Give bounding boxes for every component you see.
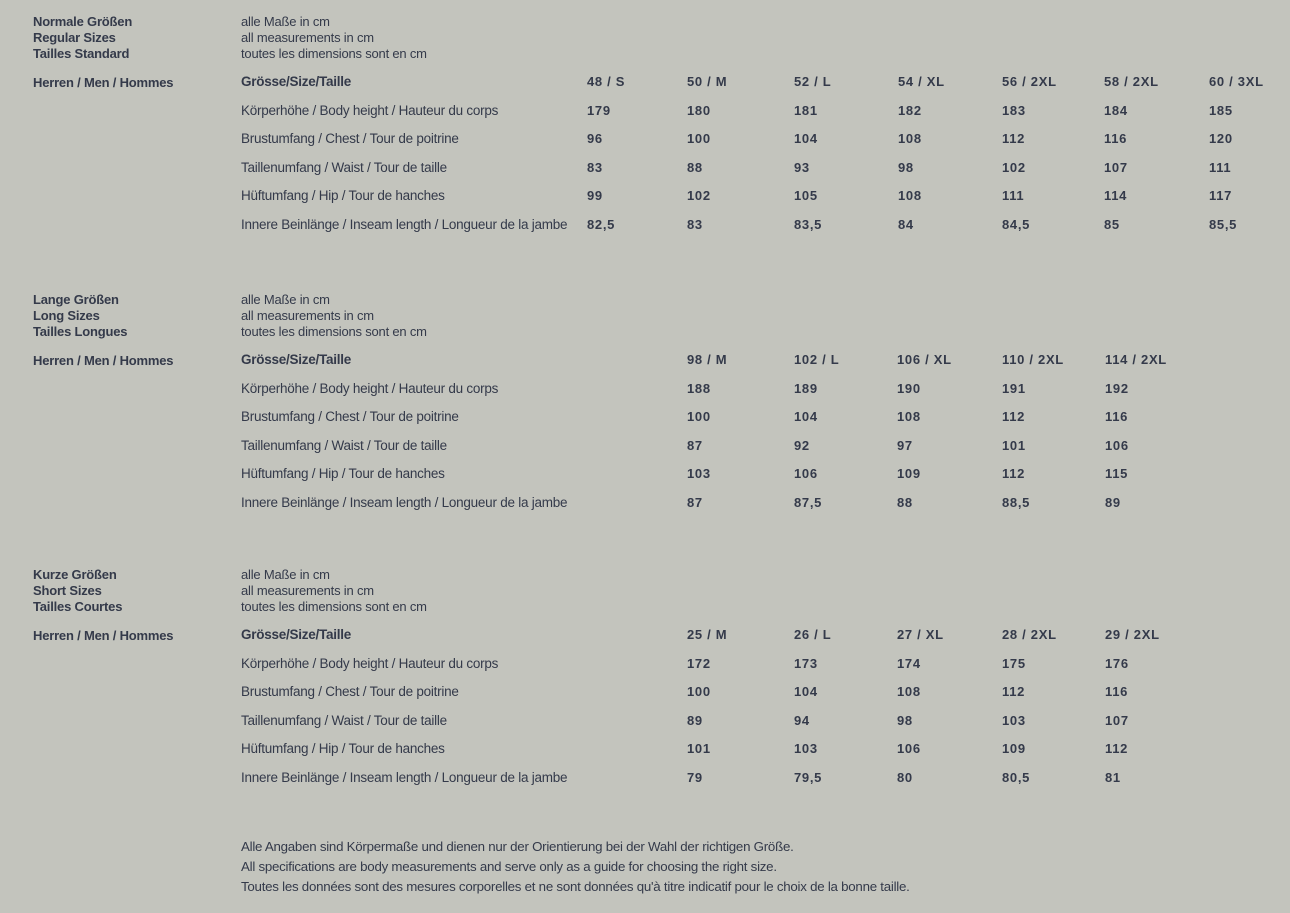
measurement-value: 112 — [1002, 684, 1026, 699]
measurement-value: 89 — [1105, 494, 1121, 510]
measurement-value: 107 — [1104, 159, 1128, 175]
measurement-value: 83 — [687, 216, 703, 232]
measurement-label: Innere Beinlänge / Inseam length / Longueur de la jambe — [241, 494, 568, 510]
measurement-value: 117 — [1209, 188, 1233, 203]
unit-note-line: toutes les dimensions sont en cm — [241, 324, 427, 339]
measurement-value: 111 — [1209, 159, 1232, 175]
measurement-value: 88,5 — [1002, 494, 1031, 510]
section-title-line: Long Sizes — [33, 308, 100, 323]
size-header-cell: 29 / 2XL — [1105, 627, 1160, 642]
unit-note-line: all measurements in cm — [241, 308, 374, 323]
measurement-row — [0, 409, 1290, 429]
measurement-value: 87 — [687, 494, 703, 510]
section-title — [33, 292, 127, 340]
measurement-label: Hüftumfang / Hip / Tour de hanches — [241, 466, 445, 481]
measurement-value: 182 — [898, 102, 922, 118]
measurement-value: 191 — [1002, 380, 1026, 396]
measurement-value: 104 — [794, 684, 818, 699]
measurement-value: 180 — [687, 102, 711, 118]
footer-line-en: All specifications are body measurements and serve only as a guide for choosing the right size. — [241, 859, 777, 874]
measurement-row — [0, 160, 1290, 180]
measurement-value: 173 — [794, 655, 818, 671]
measurement-label: Brustumfang / Chest / Tour de poitrine — [241, 131, 459, 146]
size-header-cell: 102 / L — [794, 352, 840, 367]
measurement-value: 79 — [687, 769, 703, 785]
measurement-label: Brustumfang / Chest / Tour de poitrine — [241, 409, 459, 424]
measurement-value: 189 — [794, 380, 818, 396]
measurement-row — [0, 656, 1290, 676]
size-header-cell: 27 / XL — [897, 627, 944, 642]
measurement-row — [0, 103, 1290, 123]
measurement-value: 179 — [587, 102, 611, 118]
size-header-cell: 26 / L — [794, 627, 832, 642]
size-header-cell: 52 / L — [794, 74, 832, 89]
measurement-row — [0, 684, 1290, 704]
size-header-cell: 98 / M — [687, 352, 728, 367]
measurement-value: 100 — [687, 131, 711, 146]
measurement-value: 112 — [1002, 131, 1026, 146]
measurement-label: Hüftumfang / Hip / Tour de hanches — [241, 188, 445, 203]
measurement-row — [0, 713, 1290, 733]
measurement-label: Brustumfang / Chest / Tour de poitrine — [241, 684, 459, 699]
measurement-value: 83,5 — [794, 216, 823, 232]
measurement-label: Taillenumfang / Waist / Tour de taille — [241, 159, 447, 175]
measurement-value: 109 — [1002, 741, 1026, 756]
size-header-cell: 110 / 2XL — [1002, 352, 1064, 367]
measurement-value: 101 — [1002, 437, 1026, 453]
measurement-row — [0, 741, 1290, 761]
measurement-value: 111 — [1002, 188, 1025, 203]
size-header-cell: 25 / M — [687, 627, 728, 642]
measurement-value: 100 — [687, 409, 711, 424]
measurement-row — [0, 495, 1290, 515]
section-title-line: Short Sizes — [33, 583, 102, 598]
measurement-value: 93 — [794, 159, 810, 175]
size-header-label: Grösse/Size/Taille — [241, 352, 352, 367]
measurement-value: 85 — [1104, 216, 1120, 232]
section-title-line: Normale Größen — [33, 14, 133, 29]
unit-note-line: all measurements in cm — [241, 30, 374, 45]
section-title — [33, 567, 122, 615]
size-header-row — [0, 74, 1290, 94]
measurement-value: 88 — [897, 494, 913, 510]
unit-note — [241, 292, 427, 340]
section-title-line: Lange Größen — [33, 292, 119, 307]
size-header-cell: 54 / XL — [898, 74, 945, 89]
gender-label: Herren / Men / Hommes — [33, 353, 174, 368]
unit-note-line: alle Maße in cm — [241, 14, 330, 29]
measurement-label: Körperhöhe / Body height / Hauteur du corps — [241, 380, 499, 396]
footer-line-fr: Toutes les données sont des mesures corporelles et ne sont données qu'à titre indicatif pour le choix de la bonne taille. — [241, 879, 910, 894]
measurement-value: 83 — [587, 159, 603, 175]
measurement-value: 106 — [794, 466, 818, 481]
measurement-value: 100 — [687, 684, 711, 699]
measurement-row — [0, 131, 1290, 151]
gender-label: Herren / Men / Hommes — [33, 75, 174, 90]
measurement-value: 181 — [794, 102, 818, 118]
section-title-line: Regular Sizes — [33, 30, 116, 45]
measurement-value: 120 — [1209, 131, 1233, 146]
measurement-value: 98 — [897, 712, 913, 728]
unit-note — [241, 14, 427, 62]
measurement-label: Innere Beinlänge / Inseam length / Longueur de la jambe — [241, 769, 568, 785]
measurement-value: 99 — [587, 188, 603, 203]
size-header-row — [0, 352, 1290, 372]
measurement-value: 104 — [794, 131, 818, 146]
measurement-value: 96 — [587, 131, 603, 146]
size-header-cell: 56 / 2XL — [1002, 74, 1057, 89]
measurement-value: 87 — [687, 437, 703, 453]
unit-note-line: alle Maße in cm — [241, 567, 330, 582]
measurement-value: 87,5 — [794, 494, 823, 510]
measurement-value: 112 — [1002, 409, 1026, 424]
measurement-row — [0, 217, 1290, 237]
measurement-value: 108 — [898, 131, 922, 146]
measurement-value: 107 — [1105, 712, 1129, 728]
size-header-row — [0, 627, 1290, 647]
measurement-row — [0, 381, 1290, 401]
measurement-value: 185 — [1209, 102, 1233, 118]
unit-note-line: toutes les dimensions sont en cm — [241, 599, 427, 614]
section-title-line: Tailles Standard — [33, 46, 130, 61]
size-header-label: Grösse/Size/Taille — [241, 627, 352, 642]
measurement-value: 184 — [1104, 102, 1128, 118]
measurement-label: Hüftumfang / Hip / Tour de hanches — [241, 741, 445, 756]
measurement-value: 80 — [897, 769, 913, 785]
measurement-value: 174 — [897, 655, 921, 671]
measurement-value: 84,5 — [1002, 216, 1031, 232]
section-title — [33, 14, 132, 62]
footer-note — [241, 837, 910, 897]
measurement-value: 188 — [687, 380, 711, 396]
measurement-value: 103 — [1002, 712, 1026, 728]
measurement-value: 112 — [1002, 466, 1026, 481]
measurement-value: 84 — [898, 216, 914, 232]
measurement-value: 106 — [897, 741, 921, 756]
unit-note-line: all measurements in cm — [241, 583, 374, 598]
measurement-value: 192 — [1105, 380, 1129, 396]
measurement-label: Innere Beinlänge / Inseam length / Longueur de la jambe — [241, 216, 568, 232]
measurement-value: 80,5 — [1002, 769, 1031, 785]
measurement-value: 105 — [794, 188, 818, 203]
measurement-row — [0, 770, 1290, 790]
size-header-cell: 114 / 2XL — [1105, 352, 1167, 367]
measurement-value: 79,5 — [794, 769, 823, 785]
measurement-value: 98 — [898, 159, 914, 175]
measurement-value: 89 — [687, 712, 703, 728]
measurement-value: 102 — [1002, 159, 1026, 175]
gender-label: Herren / Men / Hommes — [33, 628, 174, 643]
measurement-value: 108 — [898, 188, 922, 203]
size-header-cell: 106 / XL — [897, 352, 952, 367]
measurement-value: 102 — [687, 188, 711, 203]
measurement-value: 85,5 — [1209, 216, 1238, 232]
measurement-value: 115 — [1105, 466, 1129, 481]
measurement-value: 108 — [897, 409, 921, 424]
unit-note-line: alle Maße in cm — [241, 292, 330, 307]
size-header-cell: 28 / 2XL — [1002, 627, 1057, 642]
size-header-cell: 58 / 2XL — [1104, 74, 1159, 89]
measurement-label: Körperhöhe / Body height / Hauteur du corps — [241, 102, 499, 118]
measurement-value: 103 — [687, 466, 711, 481]
measurement-label: Taillenumfang / Waist / Tour de taille — [241, 712, 447, 728]
measurement-value: 103 — [794, 741, 818, 756]
unit-note — [241, 567, 427, 615]
unit-note-line: toutes les dimensions sont en cm — [241, 46, 427, 61]
measurement-value: 114 — [1104, 188, 1128, 203]
size-header-cell: 48 / S — [587, 74, 626, 89]
measurement-label: Körperhöhe / Body height / Hauteur du corps — [241, 655, 499, 671]
measurement-value: 101 — [687, 741, 711, 756]
measurement-value: 116 — [1104, 131, 1128, 146]
measurement-value: 97 — [897, 437, 913, 453]
measurement-value: 109 — [897, 466, 921, 481]
section-title-line: Tailles Longues — [33, 324, 128, 339]
measurement-value: 172 — [687, 655, 711, 671]
measurement-value: 82,5 — [587, 216, 616, 232]
measurement-value: 175 — [1002, 655, 1026, 671]
measurement-value: 108 — [897, 684, 921, 699]
measurement-value: 88 — [687, 159, 703, 175]
measurement-row — [0, 438, 1290, 458]
measurement-value: 183 — [1002, 102, 1026, 118]
measurement-value: 176 — [1105, 655, 1129, 671]
size-header-cell: 60 / 3XL — [1209, 74, 1264, 89]
measurement-value: 116 — [1105, 684, 1129, 699]
measurement-value: 112 — [1105, 741, 1129, 756]
footer-line-de: Alle Angaben sind Körpermaße und dienen nur der Orientierung bei der Wahl der richtigen Größe. — [241, 839, 794, 854]
measurement-row — [0, 188, 1290, 208]
measurement-value: 94 — [794, 712, 810, 728]
measurement-value: 92 — [794, 437, 810, 453]
size-header-cell: 50 / M — [687, 74, 728, 89]
section-title-line: Tailles Courtes — [33, 599, 123, 614]
measurement-row — [0, 466, 1290, 486]
measurement-value: 104 — [794, 409, 818, 424]
measurement-value: 190 — [897, 380, 921, 396]
measurement-value: 106 — [1105, 437, 1129, 453]
measurement-value: 81 — [1105, 769, 1121, 785]
measurement-label: Taillenumfang / Waist / Tour de taille — [241, 437, 447, 453]
section-title-line: Kurze Größen — [33, 567, 117, 582]
measurement-value: 116 — [1105, 409, 1129, 424]
size-header-label: Grösse/Size/Taille — [241, 74, 352, 89]
